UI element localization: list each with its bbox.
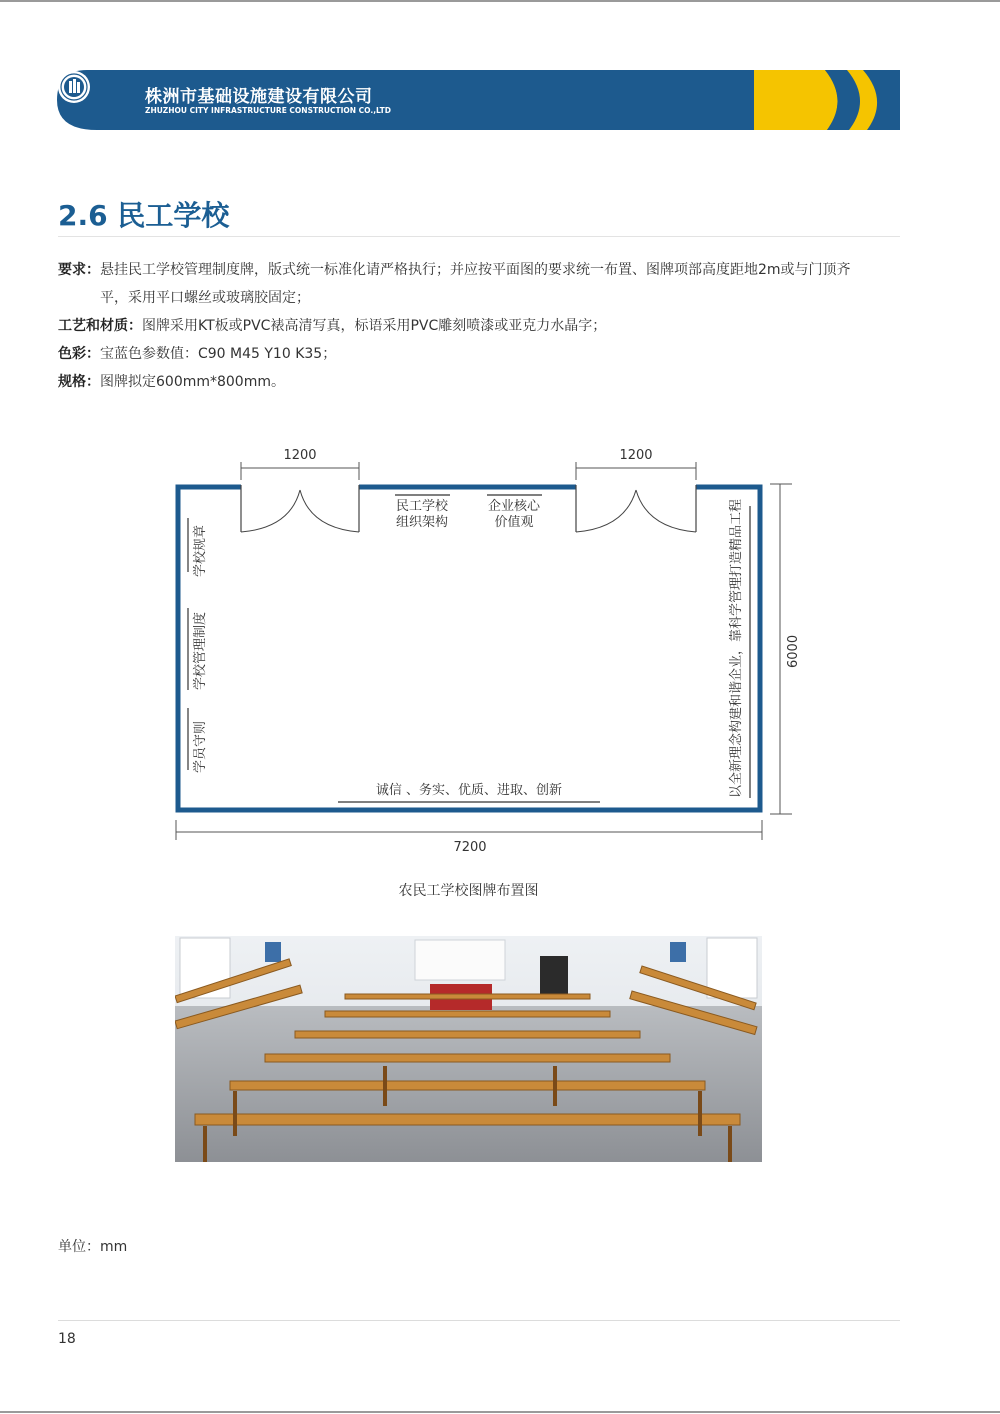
width-dimension-label: 7200 (453, 840, 487, 855)
requirement-text-continued: 平，采用平口螺丝或玻璃胶固定； (100, 290, 310, 306)
board-core-line2: 价值观 (494, 515, 534, 530)
color-line (58, 340, 903, 368)
left-board-student-rules: 学员守则 (193, 720, 208, 773)
door-swings (241, 490, 696, 532)
size-label: 规格： (58, 374, 100, 390)
bottom-page-rule (0, 1411, 1000, 1413)
unit-note: 单位：mm (58, 1239, 128, 1255)
board-org-line1: 民工学校 (395, 499, 448, 514)
size-text: 图牌拟定600mm*800mm。 (100, 374, 285, 390)
board-marks (188, 495, 750, 802)
color-text: 宝蓝色参数值：C90 M45 Y10 K35； (100, 346, 337, 362)
floor-plan-diagram (170, 440, 810, 860)
classroom-photo-illustration (175, 936, 762, 1162)
page-title: 2.6 民工学校 (58, 199, 230, 232)
bottom-wall-slogan: 诚信 、务实、优质、进取、创新 (375, 783, 563, 798)
company-name-cn: 株洲市基础设施建设有限公司 (145, 87, 373, 107)
room-walls (178, 487, 760, 810)
door-width-right-label: 1200 (619, 448, 653, 463)
size-line (58, 368, 903, 396)
height-dimension-label: 6000 (786, 634, 801, 668)
title-divider (58, 236, 900, 237)
requirement-line (58, 256, 903, 284)
left-board-regulations: 学校规章 (193, 524, 208, 577)
board-core-line1: 企业核心 (487, 499, 540, 514)
craft-text: 图牌采用KT板或PVC裱高清写真，标语采用PVC雕刻喷漆或亚克力水晶字； (142, 318, 607, 334)
requirement-text: 悬挂民工学校管理制度牌，版式统一标准化请严格执行；并应按平面图的要求统一布置、图牌项部高度距地2m或与门顶齐 (100, 262, 851, 278)
board-org-line2: 组织架构 (395, 515, 448, 530)
header-banner (57, 70, 900, 130)
diagram-caption: 农民工学校图牌布置图 (398, 883, 539, 899)
door-dimension-lines (241, 462, 696, 480)
page-number: 18 (58, 1331, 76, 1347)
classroom-photo (175, 936, 762, 1162)
company-name-en: ZHUZHOU CITY INFRASTRUCTURE CONSTRUCTION CO.,LTD (145, 106, 391, 115)
color-label: 色彩： (58, 346, 100, 362)
company-seal-icon (57, 70, 91, 104)
requirement-label: 要求： (58, 262, 100, 278)
craft-label: 工艺和材质： (58, 318, 142, 334)
right-wall-slogan: 以全新理念构建和谐企业，靠科学管理打造精品工程 (729, 498, 744, 798)
top-page-rule (0, 0, 1000, 2)
left-board-management: 学校管理制度 (193, 611, 208, 690)
door-jambs (241, 485, 696, 532)
craft-line (58, 312, 903, 340)
door-width-left-label: 1200 (283, 448, 317, 463)
footer-divider (58, 1320, 900, 1321)
